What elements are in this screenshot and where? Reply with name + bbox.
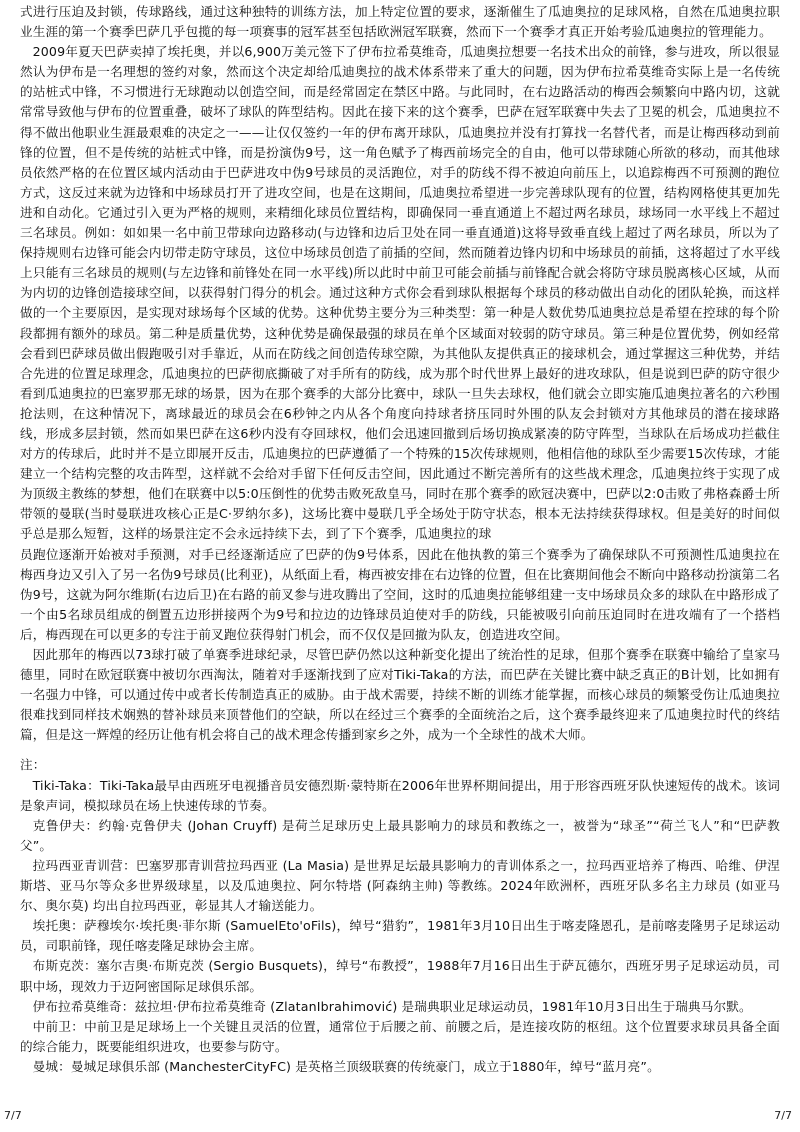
note-man-city: 曼城：曼城足球俱乐部 (ManchesterCityFC) 是英格兰顶级联赛的传统豪门，成立于1880年，绰号“蓝月亮”。	[32, 1058, 660, 1074]
note-cruyff: 克鲁伊夫：约翰·克鲁伊夫 (Johan Cruyff) 是荷兰足球历史上最具影响力的球员和教练之一，被誉为“球圣”“荷兰飞人”和“巴萨教父”。	[20, 817, 780, 853]
note-central-midfielder: 中前卫：中前卫是足球场上一个关键且灵活的位置，通常位于后腰之前、前腰之后，是连接攻防的枢纽。这个位置要求球员具备全面的综合能力，既要能组织进攻，也要参与防守。	[20, 1018, 780, 1054]
page-number-left: 7/7	[4, 1109, 22, 1122]
body-paragraph-4: 因此那年的梅西以73球打破了单赛季进球纪录，尽管巴萨仍然以这种新变化提出了统治性的足球，但那个赛季在联赛中输给了皇家马德里，同时在欧冠联赛中被切尔西淘汰，随着对手逐渐找到了应对Tiki-Taka的方法，而巴萨在关键比赛中缺乏真正的B计划，比如拥有一名强力中锋，可以通过传中或者长传制造真正的威胁。由于战术需要，持续不断的训练才能掌握，而核心球员的频繁受伤让瓜迪奥拉很难找到同样技术娴熟的替补球员来顶替他们的空缺，所以在经过三个赛季的全面统治之后，这个赛季最终迎来了瓜迪奥拉时代的终结篇，但是这一辉煌的经历让他有机会将自己的战术理念传播到家乡之外，成为一个全球性的战术大师。	[20, 647, 780, 743]
note-la-masia: 拉玛西亚青训营：巴塞罗那青训营拉玛西亚 (La Masia) 是世界足坛最具影响力的青训体系之一，拉玛西亚培养了梅西、哈维、伊涅斯塔、亚马尔等众多世界级球星，以及瓜迪奥拉、阿尔特塔 (阿森纳主帅) 等教练。2024年欧洲杯，西班牙队多名主力球员 (如亚马尔、奥尔莫) 均出自拉玛西亚，彰显其人才输送能力。	[20, 857, 780, 914]
note-tiki-taka: Tiki-Taka：Tiki-Taka最早由西班牙电视播音员安德烈斯·蒙特斯在2006年世界杯期间提出，用于形容西班牙队快速短传的战术。该词是象声词，模拟球员在场上快速传球的节奏。	[20, 777, 780, 813]
note-etoo: 埃托奥：萨穆埃尔·埃托奥·菲尔斯 (SamuelEto'oFils)，绰号“猎豹”，1981年3月10日出生于喀麦隆恩孔，是前喀麦隆男子足球运动员，司职前锋，现任喀麦隆足球协会主席。	[20, 918, 780, 954]
note-busquets: 布斯克茨：塞尔吉奥·布斯克茨 (Sergio Busquets)，绰号“布教授”，1988年7月16日出生于萨瓦德尔，西班牙男子足球运动员，司职中场，现效力于迈阿密国际足球俱乐部。	[20, 958, 780, 994]
page-number-right: 7/7	[774, 1109, 792, 1122]
notes-heading: 注：	[20, 757, 46, 773]
body-paragraph-2: 2009年夏天巴萨卖掉了埃托奥，并以6,900万美元签下了伊布拉希莫维奇，瓜迪奥拉想要一名技术出众的前锋，参与进攻，所以很显然认为伊布是一名理想的签约对象，然而这个决定却给瓜迪奥拉的战术体系带来了重大的问题，因为伊布拉希莫维奇实际上是一名传统的站桩式中锋，不习惯进行无球跑动以创造空间，而是经常固定在禁区中路。与此同时，在右边路活动的梅西会频繁向中路内切，这就常常导致他与伊布的位置重叠，破坏了球队的阵型结构。因此在接下来的这个赛季，巴萨在冠军联赛中失去了卫冕的机会，瓜迪奥拉不得不做出他职业生涯最艰难的决定之一——让仅仅签约一年的伊布离开球队，瓜迪奥拉并没有打算找一名替代者，而是让梅西移动到前锋的位置，但不是传统的站桩式中锋，而是扮演伪9号，这一角色赋予了梅西前场完全的自由，他可以带球随心所欲的移动，而其他球员依然严格的在位置区域内活动由于巴萨进攻中伪9号球员的灵活跑位，对手的防线不得不被迫向前压上，以追踪梅西不可预测的跑位方式，这反过来就为边锋和中场球员打开了进攻空间，也是在这期间，瓜迪奥拉希望进一步完善球队现有的位置，结构网格使其更加先进和自动化。它通过引入更为严格的规则，来精细化球员位置结构，即确保同一垂直通道上不超过两名球员，球场同一水平线上不超过三名球员。例如：如如果一名中前卫带球向边路移动(与边锋和边后卫处在同一垂直通道)这将导致垂直线上超过了两名球员，所以为了保持规则右边锋可能会内切带走防守球员，这位中场球员创造了前插的空间，然而随着边锋内切和中场球员的前插，这将超过了水平线上只能有三名球员的规则(与左边锋和前锋处在同一水平线)所以此时中前卫可能会前插与前锋配合就会将防守球员脱离核心区域，从而为内切的边锋创造接球空间，以获得射门得分的机会。通过这种方式你会看到球队根据每个球员的移动做出自动化的团队轮换，而这样做的一个主要原因，是实现对球场每个区域的优势。这种优势主要分为三种类型：第一种是人数优势瓜迪奥拉总是希望在控球的每个阶段都拥有额外的球员。第二种是质量优势，这种优势是确保最强的球员在单个区域面对较弱的防守球员。第三种是位置优势，例如经常会看到巴萨球员做出假跑吸引对手靠近，从而在防线之间创造传球空隙，为其他队友提供真正的接球机会，通过掌握这三种优势，并结合先进的位置足球理念，瓜迪奥拉的巴萨彻底撕破了对手所有的防线，成为那个时代世界上最好的进攻球队，但是说到巴萨的防守很少看到瓜迪奥拉的巴塞罗那无球的场景，因为在那个赛季的大部分比赛中，球队一旦失去球权，他们就会立即实施瓜迪奥拉著名的六秒围抢法则，在这种情况下，离球最近的球员会在6秒钟之内从各个角度向持球者挤压同时外围的队友会封锁对方其他球员的潜在接球路线，形成多层封锁，然而如果巴萨在这6秒内没有夺回球权，他们会迅速回撤到后场切换成紧凑的防守阵型，当球队在后场成功拦截住对方的传球后，此时并不是立即展开反击，瓜迪奥拉的巴萨遵循了一个特殊的15次传球规则，他相信他的球队至少需要15次传球，才能建立一个结构完整的攻击阵型，这样就不会给对手留下任何反击空间，因此通过不断完善所有的这些战术理念，瓜迪奥拉终于实现了成为顶级主教练的梦想，他们在联赛中以5:0压倒性的优势击败死敌皇马，同时在那个赛季的欧冠决赛中，巴萨以2:0击败了弗格森爵士所带领的曼联(当时曼联进攻核心正是C·罗纳尔多)，这场比赛中曼联几乎全场处于防守状态，根本无法持续获得球权。但是美好的时间似乎总是那么短暂，这样的场景注定不会永远持续下去，到了下个赛季，瓜迪奥拉的球	[20, 44, 780, 542]
document-body	[20, 2, 780, 1077]
body-paragraph-1: 式进行压迫及封锁，传球路线，通过这种独特的训练方法，加上特定位置的要求，逐渐催生了瓜迪奥拉的足球风格，自然在瓜迪奥拉职业生涯的第一个赛季巴萨几乎包揽的每一项赛事的冠军甚至包括欧洲冠军联赛，然而下一个赛季才真正开始考验瓜迪奥拉的管理能力。	[20, 4, 780, 40]
section-gap	[20, 745, 780, 755]
body-paragraph-3: 员跑位逐渐开始被对手预测，对手已经逐渐适应了巴萨的伪9号体系，因此在他执教的第三个赛季为了确保球队不可预测性瓜迪奥拉在梅西身边又引入了另一名伪9号球员(比利亚)，从纸面上看，梅西被安排在右边锋的位置，但在比赛期间他会不断向中路移动扮演第二名伪9号，这就为阿尔维斯(右边后卫)在右路的前叉参与进攻腾出了空间，这时的瓜迪奥拉能够组建一支中场球员众多的球队在中路形成了一个由5名球员组成的倒置五边形拼接两个为9号和拉边的边锋球员迫使对手的防线，只能被吸引向前压迫同时在进攻端有了一个搭档后，梅西现在可以更多的专注于前叉跑位获得射门机会，而不仅仅是回撤为队友，创造进攻空间。	[20, 546, 780, 642]
note-ibrahimovic: 伊布拉希莫维奇：兹拉坦·伊布拉希莫维奇 (ZlatanIbrahimović) 是瑞典职业足球运动员，1981年10月3日出生于瑞典马尔默。	[32, 998, 752, 1014]
